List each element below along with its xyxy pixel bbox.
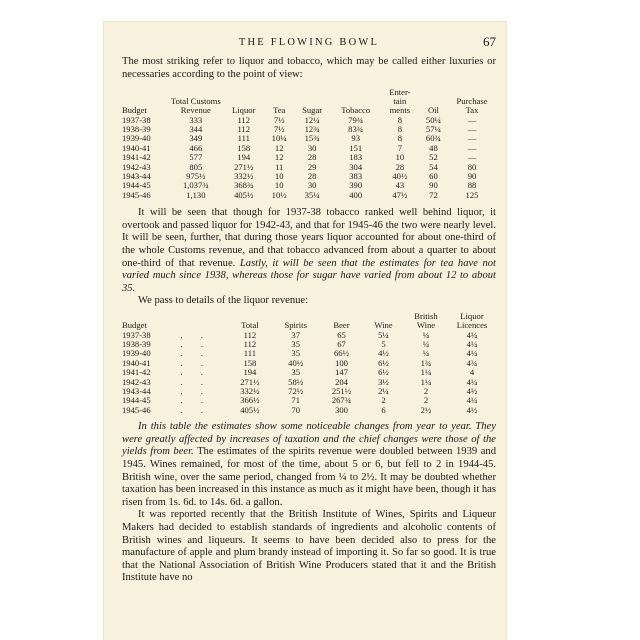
table-cell: 72 — [429, 189, 438, 200]
budget-year-cell: 1938-39 — [122, 123, 151, 134]
budget-year-cell: 1942-43 — [122, 161, 151, 172]
table-cell: 35 — [291, 338, 300, 349]
table-cell: 1,037¾ — [182, 180, 209, 191]
paragraph-liquor-intro: We pass to details of the liquor revenue: — [138, 295, 309, 307]
customs-table-row — [122, 191, 496, 200]
table-cell: 147 — [335, 367, 348, 378]
table-cell: 88 — [467, 180, 477, 191]
table-cell: 4¾ — [466, 357, 478, 368]
budget-year-cell: 1937-38 — [122, 329, 151, 340]
table-cell: 349 — [189, 133, 203, 144]
table-cell: 344 — [189, 123, 203, 134]
table-cell: 100 — [335, 357, 348, 368]
table-cell: 35 — [291, 367, 300, 378]
running-head — [122, 34, 496, 56]
budget-year-cell: 1943-44 — [122, 386, 151, 397]
table-cell: 332½ — [234, 171, 254, 182]
paragraph-intro: The most striking refer to liquor and tobacco, which may be called either luxuries or necessaries according to the point of view: — [122, 56, 496, 80]
leader-dots: . . — [180, 357, 211, 368]
table-cell: 112 — [237, 114, 251, 125]
paragraph-changes — [122, 421, 496, 509]
page-number: 67 — [483, 34, 496, 49]
col-wine: Wine — [374, 319, 393, 330]
table-cell: 10¼ — [271, 133, 287, 144]
table-cell: 4½ — [466, 386, 478, 397]
table-cell: 4½ — [466, 404, 478, 415]
col-total-customs: Total Customs Revenue — [170, 95, 221, 115]
table-cell: ¼ — [422, 348, 430, 359]
budget-year-cell: 1945-46 — [122, 189, 151, 200]
leader-dots: . . — [180, 404, 211, 415]
paragraph-changes-a: In this table the estimates show some noticeable changes from year to year. They were greatly affected by increases of taxation and the chief changes were those of the yields from beer. — [122, 421, 496, 458]
table-cell: 271½ — [240, 376, 260, 387]
table-cell: 300 — [335, 404, 348, 415]
table-cell: 90 — [429, 180, 438, 191]
table-cell: ¼ — [422, 338, 430, 349]
running-title: THE FLOWING BOWL — [238, 37, 380, 48]
table-cell: 3½ — [378, 376, 389, 387]
table-cell: 1¾ — [420, 357, 432, 368]
liquor-table-body — [122, 331, 496, 416]
table-cell: 805 — [189, 161, 203, 172]
table-cell: 4½ — [378, 348, 389, 359]
table-cell: 2 — [423, 386, 429, 397]
table-cell: 71 — [291, 395, 300, 406]
table-cell: 194 — [243, 367, 257, 378]
col-budget: Budget — [122, 104, 147, 115]
table-cell: 2½ — [420, 404, 432, 415]
table-cell: 12 — [274, 152, 284, 163]
table-cell: 8 — [397, 123, 403, 134]
budget-year-cell: 1937-38 — [122, 114, 151, 125]
table-cell: 577 — [189, 152, 203, 163]
table-cell: 125 — [465, 189, 479, 200]
paragraph-changes-b: The estimates of the spirits revenue were doubled between 1939 and 1945. Wines remained, for most of the time, about 5 or 6, but fell to 2 in 1944-45. British wine, over the same period, changed from ¼ to 2½. It may be doubted whether taxation has been increased in this instance as much as it might have been, though it has risen from 1s. 6d. to 14s. 6d. a gallon. — [122, 446, 496, 508]
paragraph-institute: It was reported recently that the British Institute of Wines, Spirits and Liqueur Makers had decided to establish standards of ingredients and alcoholic contents of British wines and liqueurs. It seems to have been decided also to press for the manufacture of apple and plum brandy instead of importing it. So far so good. It is true that the National Association of British Wine Producers stated that it and the British Institute have no — [122, 509, 496, 584]
table-cell: 72½ — [288, 386, 304, 397]
table-cell: 6½ — [378, 357, 389, 368]
budget-year-cell: 1938-39 — [122, 338, 151, 349]
table-cell: 54 — [429, 161, 438, 172]
table-cell: 405½ — [234, 189, 254, 200]
col-liquor: Liquor — [232, 104, 256, 115]
table-cell: 79¾ — [348, 114, 364, 125]
table-cell: 1,130 — [186, 189, 206, 200]
table-cell: 158 — [237, 142, 251, 153]
table-cell: 15¾ — [304, 133, 320, 144]
col-sugar: Sugar — [302, 104, 323, 115]
liquor-table-row — [122, 359, 496, 368]
paragraph-comparison — [122, 207, 496, 295]
table-cell: 10 — [395, 152, 405, 163]
table-cell: 70 — [291, 404, 300, 415]
table-cell: 183 — [349, 152, 363, 163]
table-cell: 37 — [291, 329, 300, 340]
liquor-table-header — [122, 312, 496, 331]
liquor-table-row — [122, 378, 496, 387]
table-cell: 35 — [291, 348, 300, 359]
table-cell: 333 — [189, 114, 203, 125]
table-cell: 80 — [467, 161, 477, 172]
table-cell: 90 — [467, 171, 477, 182]
table-cell: 52 — [429, 152, 438, 163]
table-cell: 6 — [381, 404, 386, 415]
table-cell: 112 — [237, 123, 251, 134]
paragraph-comparison-a: It will be seen that though for 1937-38 tobacco ranked well behind liquor, it overtook and passed liquor for 1942-43, and that for 1945-46 the two were nearly level. It will be seen, further, that during those years liquor accounted for about one-third of the whole Customs revenue, and that tobacco advanced from about a quarter to about one-third of that revenue. — [122, 207, 496, 269]
liquor-table-row — [122, 368, 496, 377]
table-cell: 267¾ — [331, 395, 352, 406]
table-cell: 4¼ — [466, 376, 478, 387]
table-cell: 5¼ — [378, 329, 389, 340]
col-total: Total — [241, 319, 259, 330]
col-entertainments: Enter-tain ments — [389, 87, 411, 115]
book-page — [104, 22, 506, 640]
table-cell: 390 — [349, 180, 363, 191]
table-cell: 5 — [381, 338, 386, 349]
table-cell: 194 — [237, 152, 251, 163]
customs-revenue-table — [122, 88, 496, 200]
table-cell: 12 — [274, 142, 284, 153]
customs-table-header — [122, 88, 496, 115]
customs-table-body — [122, 116, 496, 201]
table-cell: 40½ — [392, 171, 408, 182]
col-british-wine: British Wine — [414, 310, 438, 330]
table-cell: 6½ — [378, 367, 389, 378]
table-cell: 2¼ — [378, 386, 389, 397]
table-cell: 35¼ — [304, 189, 320, 200]
table-cell: 30 — [307, 142, 317, 153]
budget-year-cell: 1939-40 — [122, 348, 151, 359]
leader-dots: . . — [180, 329, 211, 340]
table-cell: 332½ — [240, 386, 260, 397]
table-cell: 466 — [189, 142, 203, 153]
leader-dots: . . — [180, 348, 211, 359]
table-cell: 83¾ — [348, 123, 364, 134]
table-cell: 28 — [307, 152, 317, 163]
budget-year-cell: 1941-42 — [122, 367, 151, 378]
leader-dots: . . — [180, 367, 211, 378]
table-cell: 111 — [237, 133, 250, 144]
paragraph-comparison-b: Lastly, it will be seen that the estimates for tea have not varied much since 1938, whereas those for sugar have varied from about 12 to about 35. — [122, 257, 497, 294]
liquor-table-row — [122, 331, 496, 340]
table-cell: 251½ — [331, 386, 352, 397]
table-cell: 4¼ — [466, 348, 478, 359]
table-cell: 28 — [307, 171, 317, 182]
table-cell: 47½ — [392, 189, 408, 200]
leader-dots: . . — [180, 376, 211, 387]
table-cell: 12¾ — [304, 123, 320, 134]
col-budget-2: Budget — [122, 319, 147, 330]
table-cell: 10 — [274, 180, 284, 191]
table-cell: 975½ — [186, 171, 206, 182]
table-cell: 10 — [274, 171, 284, 182]
table-cell: — — [467, 133, 477, 144]
table-cell: — — [467, 142, 477, 153]
col-tobacco: Tobacco — [341, 104, 371, 115]
table-cell: 11 — [275, 161, 284, 172]
budget-year-cell: 1943-44 — [122, 171, 151, 182]
table-cell: ¼ — [422, 329, 430, 340]
liquor-table-row — [122, 340, 496, 349]
leader-dots: . . — [180, 386, 211, 397]
table-cell: 112 — [243, 329, 257, 340]
col-dots-spacer — [178, 312, 228, 331]
table-cell: 12¼ — [304, 114, 320, 125]
table-cell: 43 — [395, 180, 405, 191]
table-cell: 4¼ — [466, 395, 478, 406]
table-cell: 7 — [397, 142, 403, 153]
table-cell: 28 — [395, 161, 405, 172]
table-cell: 10½ — [271, 189, 287, 200]
table-cell: 368¾ — [234, 180, 254, 191]
table-cell: 151 — [349, 142, 363, 153]
table-cell: 2 — [423, 395, 429, 406]
budget-year-cell: 1940-41 — [122, 142, 151, 153]
table-cell: — — [467, 114, 477, 125]
table-cell: — — [467, 152, 477, 163]
liquor-table-row — [122, 396, 496, 405]
table-cell: 29 — [307, 161, 317, 172]
budget-year-cell: 1941-42 — [122, 152, 151, 163]
table-cell: 8 — [397, 133, 403, 144]
table-cell: 2 — [381, 395, 386, 406]
table-cell: 58½ — [288, 376, 304, 387]
table-cell: 4 — [469, 367, 475, 378]
table-cell: 400 — [349, 189, 363, 200]
table-cell: 40½ — [288, 357, 304, 368]
budget-year-cell: 1945-46 — [122, 404, 151, 415]
table-cell: — — [467, 123, 477, 134]
budget-year-cell: 1944-45 — [122, 395, 151, 406]
table-cell: 204 — [335, 376, 348, 387]
liquor-table-row — [122, 349, 496, 358]
table-cell: 4¼ — [466, 338, 478, 349]
col-oil: Oil — [427, 104, 439, 115]
table-cell: 93 — [351, 133, 360, 144]
liquor-table-row — [122, 387, 496, 396]
table-cell: 4¼ — [466, 329, 478, 340]
table-cell: 366½ — [240, 395, 260, 406]
col-beer: Beer — [333, 319, 350, 330]
table-cell: 1¼ — [420, 367, 432, 378]
liquor-table-row — [122, 406, 496, 415]
table-cell: 66½ — [333, 348, 350, 359]
budget-year-cell: 1939-40 — [122, 133, 151, 144]
table-cell: 405½ — [240, 404, 260, 415]
table-cell: 60¾ — [425, 133, 441, 144]
table-cell: 60 — [429, 171, 438, 182]
leader-dots: . . — [180, 338, 211, 349]
budget-year-cell: 1944-45 — [122, 180, 151, 191]
col-tea: Tea — [273, 104, 286, 115]
table-cell: 65 — [337, 329, 346, 340]
table-cell: 1¼ — [420, 376, 432, 387]
table-cell: 158 — [243, 357, 257, 368]
table-cell: 383 — [349, 171, 363, 182]
leader-dots: . . — [180, 395, 211, 406]
table-cell: 304 — [349, 161, 363, 172]
col-liquor-licences: Liquor Licences — [456, 310, 488, 330]
table-cell: 8 — [397, 114, 403, 125]
table-cell: 111 — [243, 348, 257, 359]
table-cell: 271½ — [234, 161, 254, 172]
table-cell: 30 — [307, 180, 317, 191]
budget-year-cell: 1942-43 — [122, 376, 151, 387]
page-body — [122, 34, 496, 585]
table-cell: 50¼ — [425, 114, 441, 125]
budget-year-cell: 1940-41 — [122, 357, 151, 368]
liquor-revenue-table — [122, 312, 496, 415]
table-cell: 112 — [243, 338, 257, 349]
table-cell: 57¼ — [425, 123, 441, 134]
table-cell: 67 — [337, 338, 346, 349]
table-cell: 7½ — [273, 123, 285, 134]
table-cell: 7½ — [273, 114, 285, 125]
col-purchase-tax: Purchase Tax — [456, 95, 488, 115]
col-spirits: Spirits — [284, 319, 307, 330]
table-cell: 48 — [429, 142, 438, 153]
